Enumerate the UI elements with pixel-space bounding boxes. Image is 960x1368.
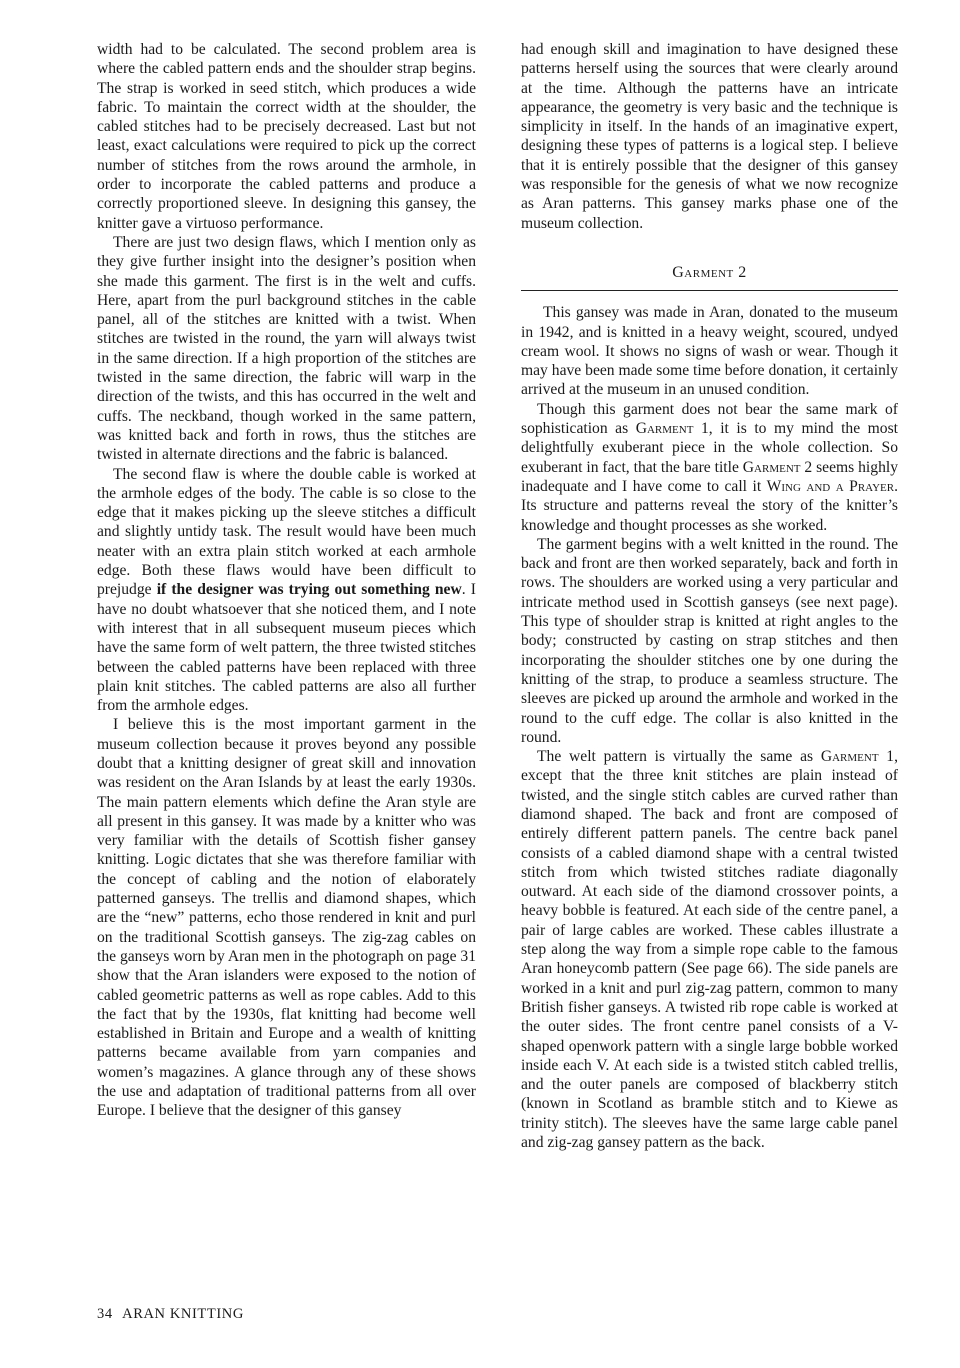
body-paragraph: had enough skill and imagination to have designed these patterns herself using the sources that were clearly around at the time. Although the patterns have an intricate appearance, the geometry is very basic and the technique is simplicity in itself. In the hands of an imaginative expert, designing these types of patterns is a logical step. I believe that it is entirely possible that the designer of this gansey was responsible for the genesis of what we now recognize as Aran patterns. This gansey marks phase one of the museum collection. <box>521 41 898 232</box>
text-run: . I have no doubt whatsoever that she noticed them, and I note with interest that in all subsequent museum pieces which have the same form of welt pattern, the three twisted stitches between the cabled patterns have been replaced with three plain knit stitches. The cabled patterns are also all further from the armhole edges. <box>97 581 476 715</box>
body-paragraph: width had to be calculated. The second problem area is where the cabled pattern ends and the shoulder strap begins. The strap is worked in seed stitch, which produces a wide fabric. To maintain the correct width at the shoulder, the cabled stitches had to be precisely decreased. Last but not least, exact calculations were required to pick up the correct number of stitches from the rows around the armhole, in order to incorporate the cabled patterns and produce a correctly proportioned sleeve. In designing this gansey, the knitter gave a virtuoso performance. <box>97 41 476 232</box>
emphasis-text: if the designer was trying out something new <box>156 581 462 599</box>
body-paragraph: This gansey was made in Aran, donated to the museum in 1942, and is knitted in a heavy weight, scoured, undyed cream wool. It shows no signs of wash or wear. Though it may have been made some time before donation, it certainly arrived at the museum in an unused condition. <box>521 304 898 399</box>
body-paragraph: The garment begins with a welt knitted in the round. The back and front are then worked separately, back and forth in rows. The shoulders are worked using a very particular and intricate method used in Scottish ganseys (see next page). This type of shoulder strap is knitted at right angles to the body; constructed by casting on strap stitches and then incorporating the shoulder stitches one by one during the knitting of the strap, to produce a seamless structure. The sleeves are picked up around the armhole and worked in the round to the cuff edge. The collar is also knitted in the round. <box>521 535 898 746</box>
text-run: , it is to my mind the most delightfully exuberant piece in the whole collection. So exuberant in fact, that the bare title <box>521 420 898 476</box>
text-run: . Its structure and patterns reveal the story of the knitter’s knowledge and thought processes as she worked. <box>521 477 898 534</box>
text-run: , except that the three knit stitches are plain instead of twisted, and the single stitch cables are curved rather than diamond shaped. The back and front are composed of entirely different pattern panels. The centre back panel consists of a cabled diamond shape with a central twisted stitch from which twisted stitches radiate diagonally outward. At each side of the diamond crossover points, a heavy bobble is featured. At each side of the centre panel, a pair of large cables are worked. These cables illustrate a step along the way from a simple rope cable to the famous Aran honeycomb pattern (See page 66). The side panels are worked in a knit and purl zig-zag pattern, common to many British fisher ganseys. A twisted rib rope cable is worked at the outer sides. The front centre panel consists of a V-shaped openwork pattern with a single large bobble worked inside each V. At each side is a twisted stitch cabled trellis, and the outer panels are composed of blackberry stitch (known in Scotland as bramble stitch and to Kiewe as trinity stitch). The sleeves have the same large cable panel and zig-zag gansey pattern as the back. <box>521 748 899 1152</box>
body-paragraph: I believe this is the most important garment in the museum collection because it proves beyond any possible doubt that a knitting designer of great skill and innovation was resident on the Aran Islands by at least the early 1930s. The main pattern elements which define the Aran style are all present in this gansey. It was made by a knitter who was very familiar with the details of Scottish fisher gansey knitting. Logic dictates that she was therefore familiar with the concept of cabling and the notion of elaborately patterned ganseys. The trellis and diamond shapes, which are the “new” patterns, echo those rendered in knit and purl on the traditional Scottish ganseys. The zig-zag cables on the ganseys worn by Aran men in the photograph on page 31 show that the Aran islanders were exposed to the notion of cabled geometric patterns as well as rope cables. Add to this the fact that by the 1930s, flat knitting had become well established in Britain and Europe and a wealth of knitting patterns became available from yarn companies and women’s magazines. A glance through any of these shows the use and adaptation of traditional patterns from all over Europe. I believe that the designer of this gansey <box>97 716 476 1120</box>
left-column <box>97 40 476 1121</box>
right-column <box>521 40 898 1152</box>
body-paragraph <box>521 747 898 1152</box>
page-footer <box>97 1306 244 1323</box>
body-paragraph <box>97 465 476 716</box>
page-number: 34 <box>97 1306 113 1322</box>
small-caps-text: Wing and a Prayer <box>766 477 895 495</box>
heading-rule <box>521 290 898 291</box>
body-paragraph: There are just two design flaws, which I mention only as they give further insight into the designer’s position when she made this garment. The first is in the welt and cuffs. Here, apart from the purl background stitches in the cable panel, all of the stitches are knitted with a twist. When stitches are twisted in the round, the yarn will always twist in the same direction. If a high proportion of the stitches are twisted in the same direction, the fabric will warp in the direction of the twists, and this has occurred in the welt and cuffs. The neckband, though worked in the same pattern, was knitted back and forth in rows, thus the stitches are twisted in alternate directions and the fabric is balanced. <box>97 233 476 464</box>
small-caps-text: Garment 1 <box>820 748 895 766</box>
small-caps-text: Garment 1 <box>635 420 709 438</box>
text-run: Though this garment does not bear the same mark of sophistication as <box>521 400 898 438</box>
text-run: The second flaw is where the double cable is worked at the armhole edges of the body. The cable is so close to the edge that it makes picking up the sleeve stitches a difficult and slightly untidy task. The result would have been much neater with an extra plain stitch worked at each armhole edge. Both these flaws would have been difficult to prejudge <box>97 465 476 599</box>
small-caps-text: Garment 2 <box>742 458 813 476</box>
text-run: seems highly inadequate and I have come to call it <box>521 458 898 495</box>
text-run: The welt pattern is virtually the same as <box>537 748 821 766</box>
section-heading: Garment 2 <box>672 263 747 281</box>
body-paragraph <box>521 400 898 535</box>
running-title: ARAN KNITTING <box>122 1306 244 1322</box>
